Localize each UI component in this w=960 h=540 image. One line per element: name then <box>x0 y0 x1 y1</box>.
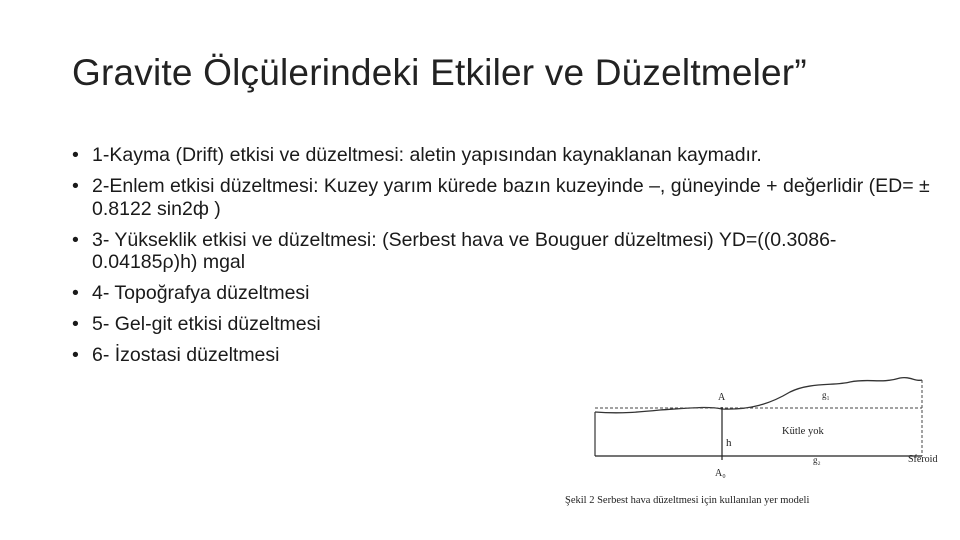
label-mass: Kütle yok <box>782 426 824 437</box>
bullet-item-topography: • 4- Topoğrafya düzeltmesi <box>72 282 932 305</box>
bullet-item-drift: • 1-Kayma (Drift) etkisi ve düzeltmesi: aletin yapısından kaynaklanan kaymadır. <box>72 144 932 167</box>
bullet-item-tide: • 5- Gel-git etkisi düzeltmesi <box>72 313 932 336</box>
bullet-list <box>72 144 932 375</box>
bullet-item-isostasy: • 6- İzostasi düzeltmesi <box>72 344 932 367</box>
label-g2: g₂ <box>813 455 821 465</box>
label-g1: g₁ <box>822 390 830 400</box>
free-air-model-diagram <box>560 360 960 520</box>
bullet-item-elevation: • 3- Yükseklik etkisi ve düzeltmesi: (Serbest hava ve Bouguer düzeltmesi) YD=((0.3086-0.04185ρ)h) mgal <box>72 229 932 274</box>
figure-caption: Şekil 2 Serbest hava düzeltmesi için kullanılan yer modeli <box>565 495 810 506</box>
label-a0: A₀ <box>715 468 726 479</box>
free-air-model-figure <box>560 360 960 520</box>
label-spheroid: Sferoid <box>908 454 938 465</box>
bullet-item-latitude: • 2-Enlem etkisi düzeltmesi: Kuzey yarım kürede bazın kuzeyinde –, güneyinde + değerlidir (ED= ± 0.8122 sin2ф ) <box>72 175 932 220</box>
label-a: A <box>718 392 726 403</box>
slide-title: Gravite Ölçülerindeki Etkiler ve Düzeltmeler” <box>72 52 807 93</box>
label-h: h <box>726 437 732 449</box>
